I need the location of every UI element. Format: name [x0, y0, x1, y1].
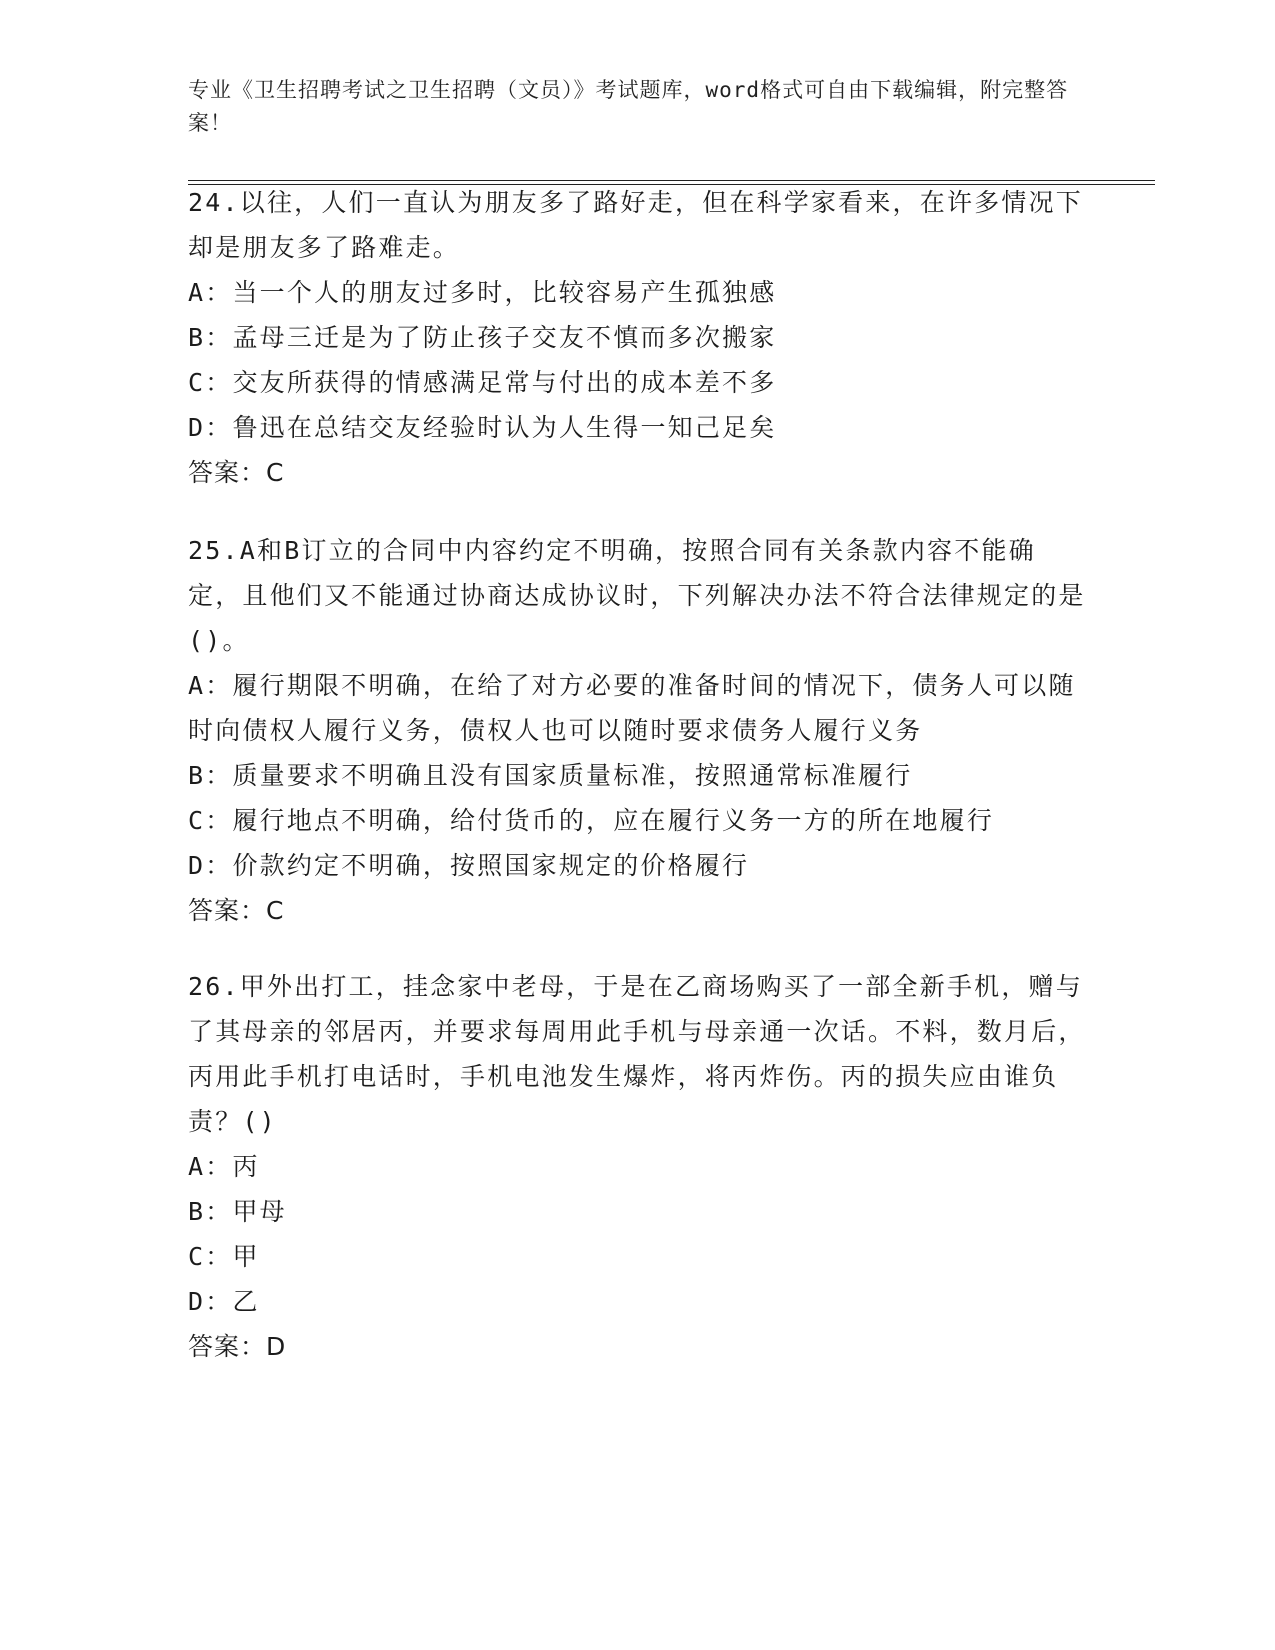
question-25: [188, 528, 1088, 933]
option-d: D：乙: [188, 1287, 260, 1316]
question-stem: 25.A和B订立的合同中内容约定不明确，按照合同有关条款内容不能确定，且他们又不能通过协商达成协议时，下列解决办法不符合法律规定的是()。: [188, 536, 1086, 655]
option-a: A：丙: [188, 1152, 260, 1181]
option-d: D：鲁迅在总结交友经验时认为人生得一知己足矣: [188, 413, 777, 442]
option-b: B：甲母: [188, 1197, 287, 1226]
document-header: 专业《卫生招聘考试之卫生招聘（文员）》考试题库，word格式可自由下载编辑，附完整答案！: [188, 78, 1069, 135]
question-stem: 26.甲外出打工，挂念家中老母，于是在乙商场购买了一部全新手机，赠与了其母亲的邻居丙，并要求每周用此手机与母亲通一次话。不料，数月后，丙用此手机打电话时，手机电池发生爆炸，将丙炸伤。丙的损失应由谁负责？(): [188, 972, 1086, 1136]
option-a: A：当一个人的朋友过多时，比较容易产生孤独感: [188, 278, 777, 307]
option-c: C：甲: [188, 1242, 260, 1271]
option-a: A：履行期限不明确，在给了对方必要的准备时间的情况下，债务人可以随时向债权人履行义务，债权人也可以随时要求债务人履行义务: [188, 671, 1076, 745]
option-b: B：孟母三迁是为了防止孩子交友不慎而多次搬家: [188, 323, 777, 352]
option-c: C：交友所获得的情感满足常与付出的成本差不多: [188, 368, 777, 397]
option-d: D：价款约定不明确，按照国家规定的价格履行: [188, 851, 750, 880]
question-stem: 24.以往，人们一直认为朋友多了路好走，但在科学家看来，在许多情况下却是朋友多了路难走。: [188, 188, 1083, 262]
answer-line: 答案：C: [188, 458, 285, 487]
option-c: C：履行地点不明确，给付货币的，应在履行义务一方的所在地履行: [188, 806, 995, 835]
question-26: [188, 964, 1088, 1369]
option-b: B：质量要求不明确且没有国家质量标准，按照通常标准履行: [188, 761, 913, 790]
answer-line: 答案：D: [188, 1332, 287, 1361]
answer-line: 答案：C: [188, 896, 285, 925]
question-24: [188, 180, 1088, 495]
